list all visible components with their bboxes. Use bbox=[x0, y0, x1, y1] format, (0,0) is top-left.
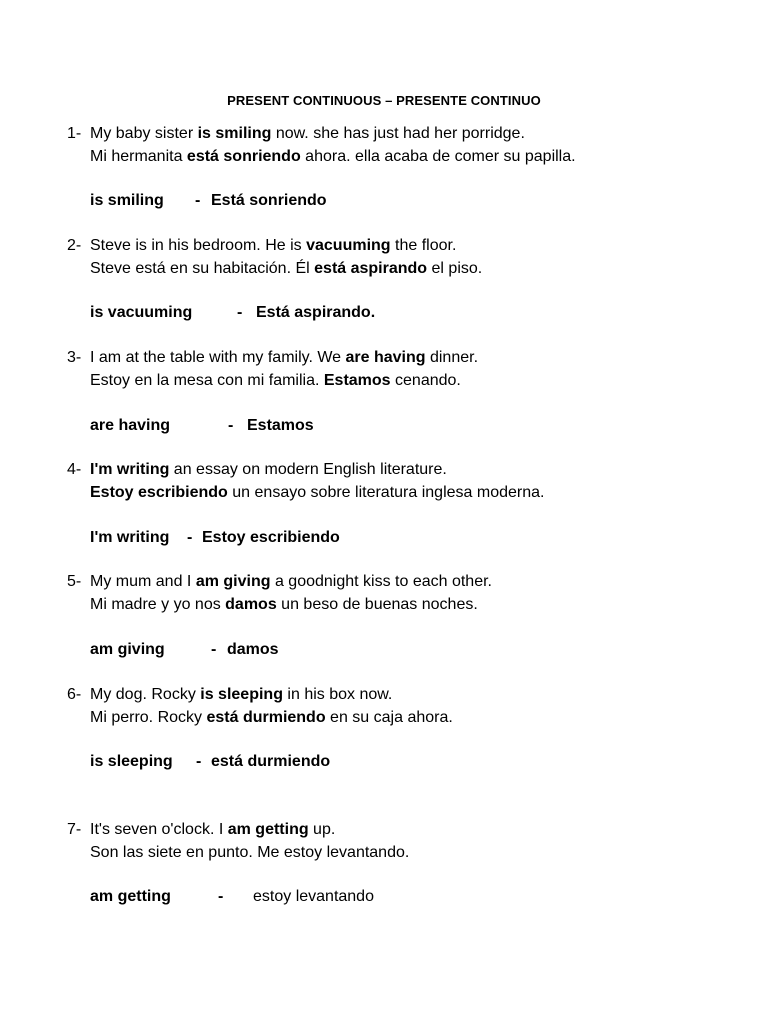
spanish-sentence bbox=[90, 845, 409, 861]
english-sentence bbox=[90, 350, 478, 366]
pair-english: are having bbox=[90, 417, 171, 434]
pair-dash: - bbox=[228, 417, 234, 434]
pair-spanish: Está aspirando. bbox=[256, 304, 376, 321]
pair-spanish: estoy levantando bbox=[253, 888, 374, 905]
translation-pair bbox=[90, 753, 331, 770]
translation-pair bbox=[90, 888, 374, 905]
text-segment: My baby sister bbox=[90, 125, 198, 142]
text-segment: My mum and I bbox=[90, 573, 196, 590]
text-segment: cenando. bbox=[390, 372, 461, 389]
pair-spanish: damos bbox=[227, 641, 279, 658]
text-segment: ahora. ella acaba de comer su papilla. bbox=[300, 148, 576, 165]
text-segment: I am at the table with my family. We bbox=[90, 349, 346, 366]
bold-verb-phrase: Estoy escribiendo bbox=[90, 484, 228, 501]
spanish-sentence bbox=[90, 149, 576, 165]
bold-verb-phrase: vacuuming bbox=[306, 237, 391, 254]
english-sentence bbox=[90, 126, 525, 142]
pair-spanish: Estamos bbox=[247, 417, 314, 434]
item-number: 2- bbox=[67, 237, 82, 254]
text-segment: Mi madre y yo nos bbox=[90, 596, 226, 613]
item-number: 7- bbox=[67, 821, 82, 838]
bold-verb-phrase: are having bbox=[345, 349, 426, 366]
text-segment: un ensayo sobre literatura inglesa moderna. bbox=[227, 484, 545, 501]
translation-pair bbox=[90, 192, 327, 209]
pair-dash: - bbox=[195, 192, 201, 209]
pair-english: am giving bbox=[90, 641, 165, 658]
bold-verb-phrase: am giving bbox=[195, 573, 271, 590]
text-segment: Steve está en su habitación. Él bbox=[90, 260, 315, 277]
spanish-sentence bbox=[90, 373, 461, 389]
item-number: 1- bbox=[67, 125, 82, 142]
english-sentence bbox=[90, 822, 335, 838]
text-segment: now. she has just had her porridge. bbox=[271, 125, 525, 142]
translation-pair bbox=[90, 417, 314, 434]
text-segment: an essay on modern English literature. bbox=[169, 461, 447, 478]
text-segment: Mi hermanita bbox=[90, 148, 187, 165]
bold-verb-phrase: is smiling bbox=[197, 125, 272, 142]
pair-dash: - bbox=[218, 888, 224, 905]
text-segment: It's seven o'clock. I bbox=[90, 821, 228, 838]
pair-dash: - bbox=[211, 641, 217, 658]
page-title: PRESENT CONTINUOUS – PRESENTE CONTINUO bbox=[227, 93, 541, 108]
text-segment: Mi perro. Rocky bbox=[90, 709, 207, 726]
text-segment: en su caja ahora. bbox=[325, 709, 453, 726]
pair-english: am getting bbox=[90, 888, 171, 905]
text-segment: dinner. bbox=[425, 349, 479, 366]
text-segment: the floor. bbox=[390, 237, 457, 254]
english-sentence bbox=[90, 238, 456, 254]
text-segment: el piso. bbox=[427, 260, 483, 277]
pair-spanish: Está sonriendo bbox=[211, 192, 327, 209]
pair-dash: - bbox=[237, 304, 243, 321]
bold-verb-phrase: está aspirando bbox=[314, 260, 428, 277]
translation-pair bbox=[90, 641, 279, 658]
text-segment: Estoy en la mesa con mi familia. bbox=[90, 372, 324, 389]
translation-pair bbox=[90, 304, 376, 321]
item-number: 3- bbox=[67, 349, 82, 366]
item-number: 6- bbox=[67, 686, 82, 703]
spanish-sentence bbox=[90, 261, 482, 277]
text-segment: a goodnight kiss to each other. bbox=[270, 573, 492, 590]
bold-verb-phrase: is sleeping bbox=[200, 686, 283, 703]
pair-spanish: Estoy escribiendo bbox=[202, 529, 340, 546]
pair-english: is sleeping bbox=[90, 753, 173, 770]
translation-pair bbox=[90, 529, 340, 546]
bold-verb-phrase: damos bbox=[225, 596, 277, 613]
spanish-sentence bbox=[90, 710, 453, 726]
english-sentence bbox=[90, 574, 492, 590]
item-number: 4- bbox=[67, 461, 82, 478]
english-sentence bbox=[90, 462, 447, 478]
pair-spanish: está durmiendo bbox=[211, 753, 331, 770]
pair-dash: - bbox=[187, 529, 193, 546]
pair-dash: - bbox=[196, 753, 202, 770]
bold-verb-phrase: está sonriendo bbox=[186, 148, 301, 165]
item-number: 5- bbox=[67, 573, 82, 590]
text-segment: un beso de buenas noches. bbox=[276, 596, 478, 613]
text-segment: Steve is in his bedroom. He is bbox=[90, 237, 307, 254]
pair-english: is vacuuming bbox=[90, 304, 193, 321]
text-segment: up. bbox=[308, 821, 336, 838]
pair-english: is smiling bbox=[90, 192, 164, 209]
spanish-sentence bbox=[90, 485, 544, 501]
pair-english: I'm writing bbox=[90, 529, 170, 546]
spanish-sentence bbox=[90, 597, 478, 613]
bold-verb-phrase: am getting bbox=[227, 821, 309, 838]
bold-verb-phrase: está durmiendo bbox=[206, 709, 326, 726]
bold-verb-phrase: Estamos bbox=[323, 372, 391, 389]
text-segment: in his box now. bbox=[282, 686, 393, 703]
english-sentence bbox=[90, 687, 392, 703]
bold-verb-phrase: I'm writing bbox=[90, 461, 170, 478]
text-segment: My dog. Rocky bbox=[90, 686, 201, 703]
text-segment: Son las siete en punto. Me estoy levantando. bbox=[90, 844, 410, 861]
